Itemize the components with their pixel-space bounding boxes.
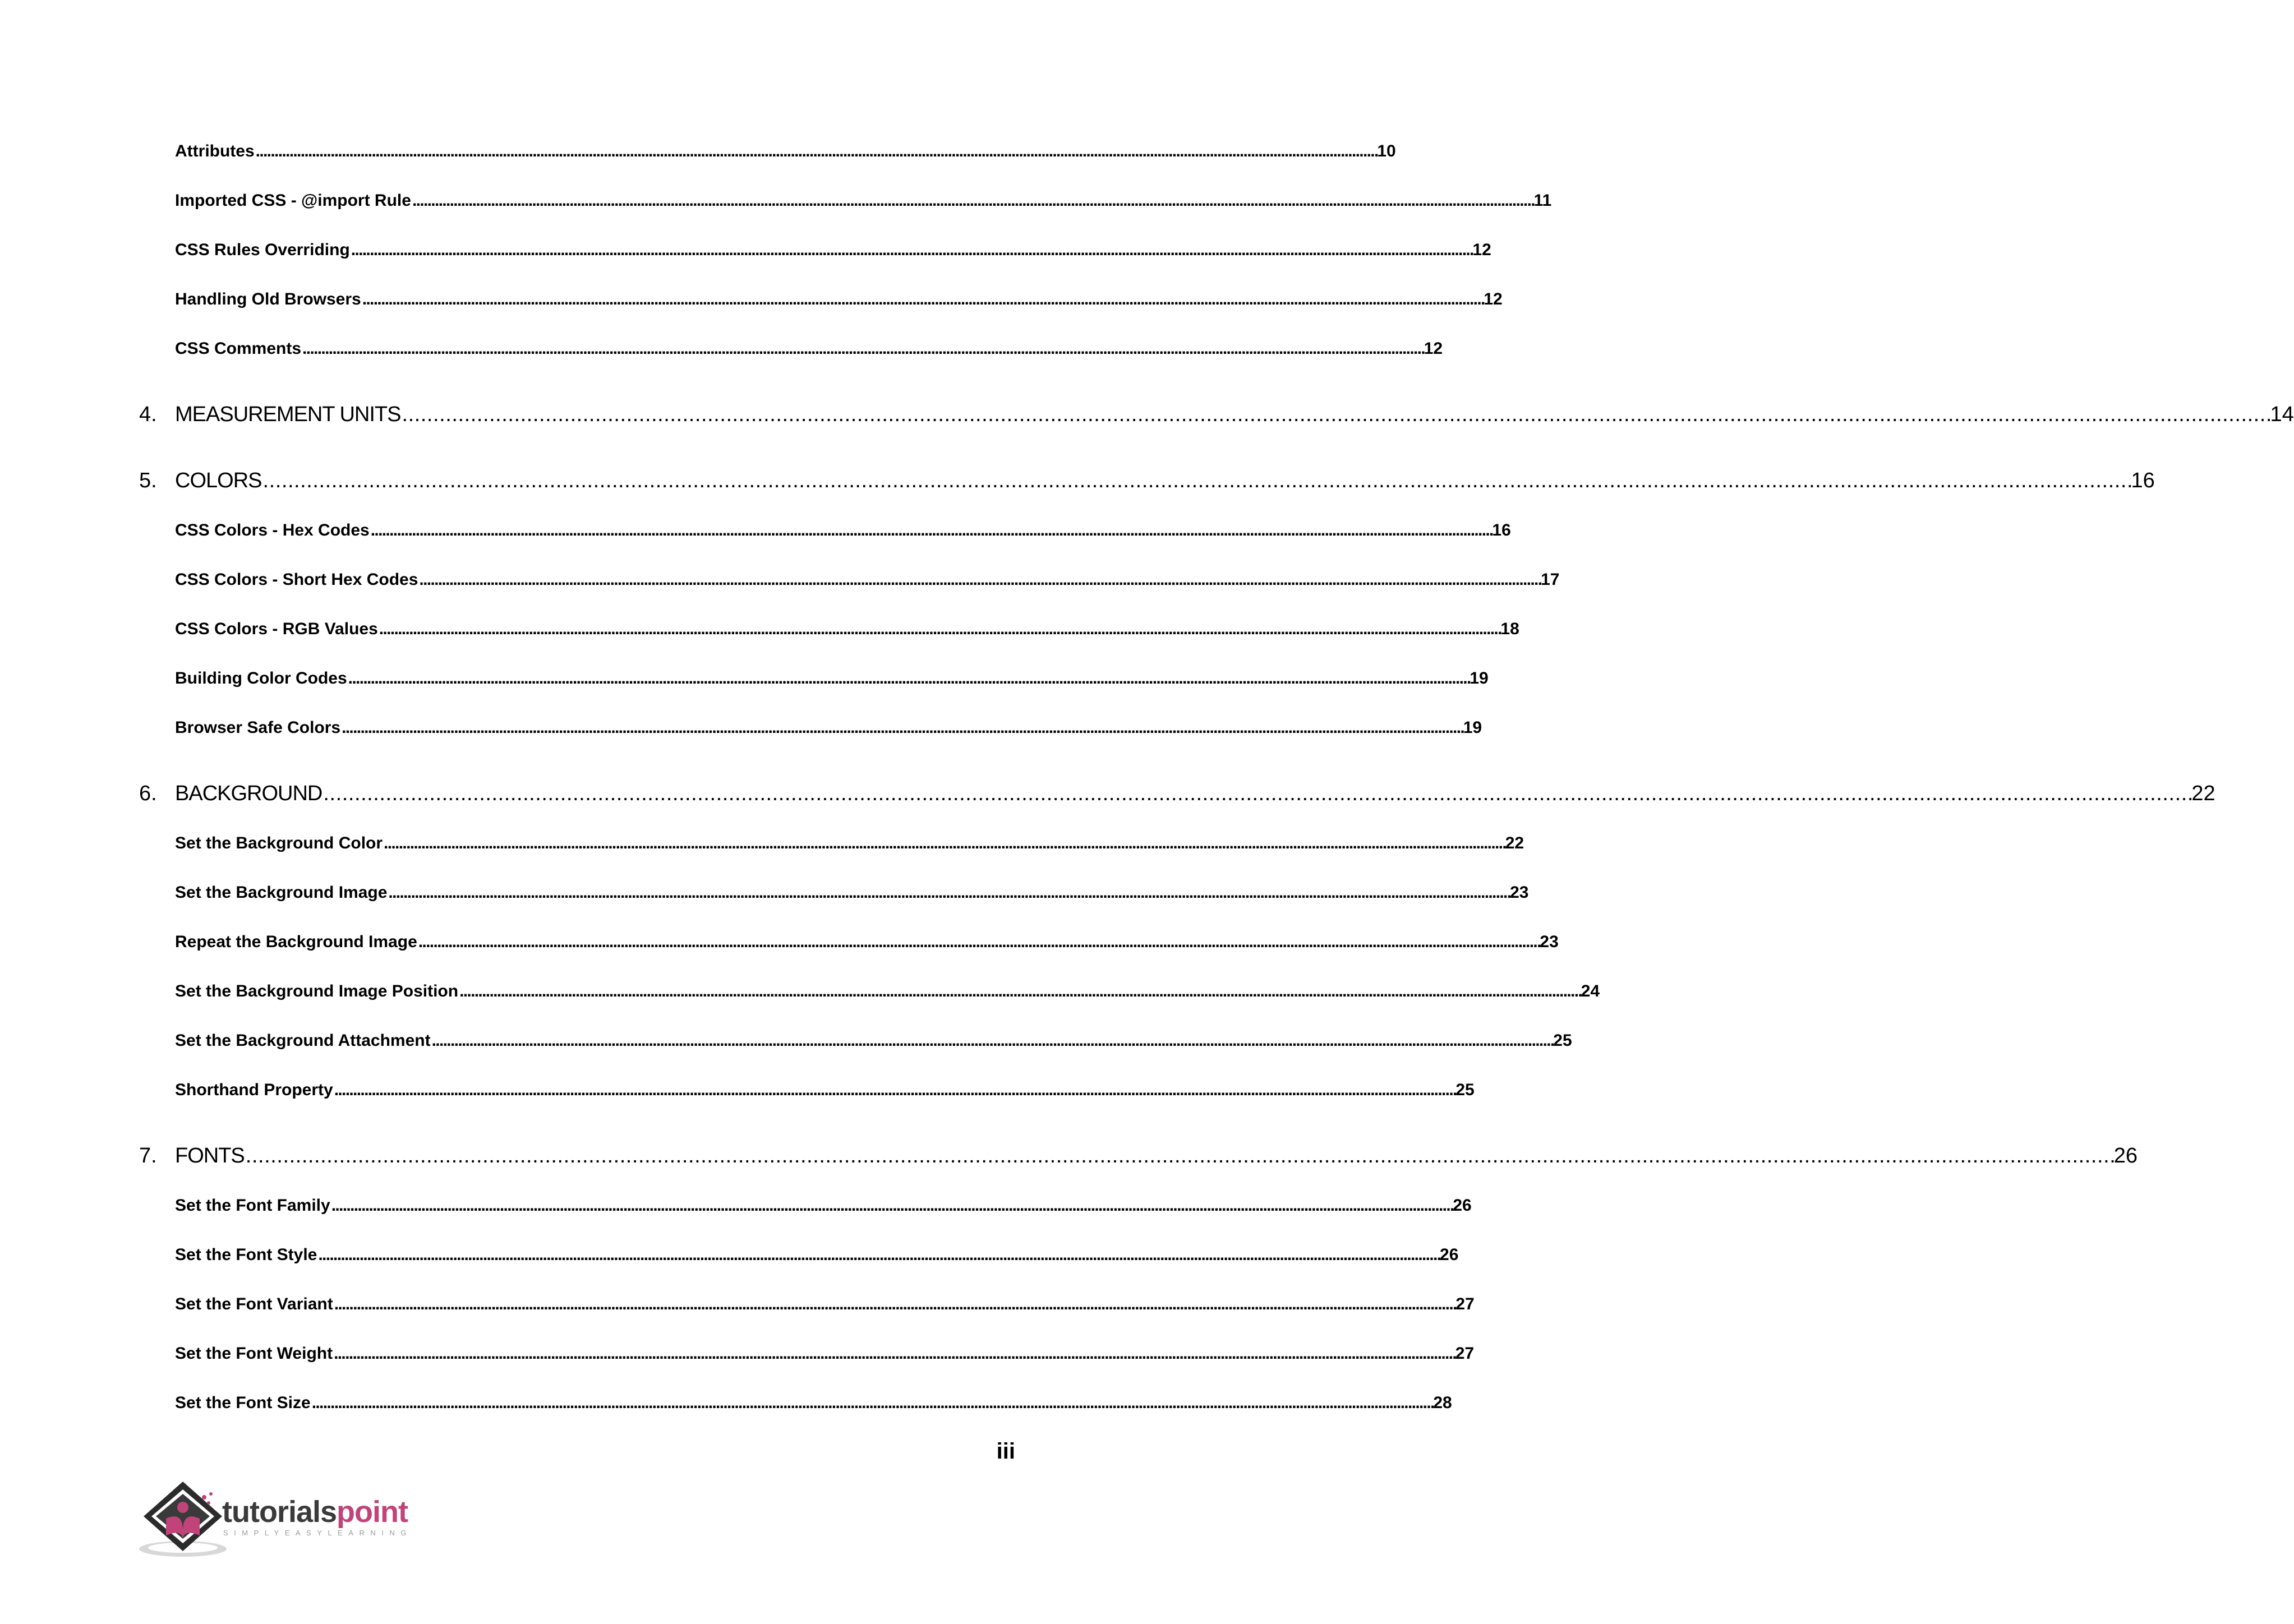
toc-entry-title: Repeat the Background Image: [175, 933, 417, 951]
toc-chapter-entry[interactable]: [139, 760, 2215, 827]
toc-entry-title: Set the Background Image Position: [175, 982, 459, 1000]
toc-section-entry[interactable]: [175, 827, 1524, 876]
toc-entry-page: 25: [1553, 1031, 1572, 1050]
toc-entry-page: 26: [2113, 1144, 2138, 1168]
toc-section-entry[interactable]: [175, 184, 1552, 233]
toc-section-entry[interactable]: [175, 563, 1560, 612]
toc-chapter-entry[interactable]: [139, 381, 2294, 447]
toc-section-entry[interactable]: [175, 975, 1600, 1024]
toc-entry-page: 14: [2270, 403, 2294, 426]
toc-chapter-entry[interactable]: [139, 447, 2155, 514]
toc-entry-page: 12: [1424, 339, 1443, 358]
toc-entry-page: 18: [1500, 620, 1519, 638]
toc-entry-title: Set the Background Color: [175, 834, 383, 852]
toc-entry-page: 10: [1377, 142, 1396, 160]
toc-dot-leader: [342, 711, 1462, 745]
toc-chapter-entry[interactable]: [139, 1123, 2138, 1189]
toc-section-entry[interactable]: [175, 1288, 1475, 1337]
toc-dot-leader: [302, 332, 1423, 366]
toc-section-entry[interactable]: [175, 876, 1529, 925]
toc-entry-title: Building Color Codes: [175, 669, 347, 688]
toc-dot-leader: [402, 381, 2269, 447]
toc-section-entry[interactable]: [175, 1337, 1475, 1386]
tutorialspoint-logo-graphic: [138, 1477, 430, 1561]
toc-entry-page: 22: [2191, 782, 2215, 805]
toc-entry-page: 26: [1453, 1196, 1472, 1215]
toc-section-entry[interactable]: [175, 514, 1511, 563]
toc-section-entry[interactable]: [175, 1024, 1572, 1073]
toc-dot-leader: [312, 1386, 1432, 1420]
toc-dot-leader: [334, 1337, 1454, 1371]
toc-chapter-number: 7.: [139, 1144, 157, 1168]
toc-dot-leader: [318, 1238, 1439, 1272]
toc-entry-title: CSS Colors - Hex Codes: [175, 521, 370, 539]
toc-section-entry[interactable]: [175, 283, 1503, 332]
toc-entry-page: 28: [1433, 1394, 1452, 1412]
toc-dot-leader: [323, 760, 2190, 827]
toc-entry-title: CSS Colors - RGB Values: [175, 620, 378, 638]
toc-entry-title: CSS Comments: [175, 339, 302, 358]
toc-entry-title: MEASUREMENT UNITS: [175, 403, 401, 426]
toc-section-entry[interactable]: [175, 662, 1489, 711]
toc-section-entry[interactable]: [175, 233, 1491, 283]
toc-dot-leader: [348, 662, 1469, 695]
toc-entry-title: Set the Font Style: [175, 1245, 317, 1264]
toc-entry-page: 16: [1492, 521, 1511, 539]
toc-entry-title: Shorthand Property: [175, 1081, 333, 1099]
toc-dot-leader: [388, 876, 1509, 910]
toc-entry-page: 25: [1455, 1081, 1475, 1099]
toc-dot-leader: [362, 283, 1483, 316]
toc-dot-leader: [246, 1123, 2113, 1189]
toc-dot-leader: [256, 135, 1376, 168]
toc-section-entry[interactable]: [175, 711, 1482, 760]
toc-entry-page: 23: [1540, 933, 1559, 951]
toc-entry-page: 23: [1510, 883, 1529, 902]
toc-entry-title: Set the Background Attachment: [175, 1031, 431, 1050]
toc-entry-page: 19: [1463, 718, 1482, 737]
toc-entry-title: CSS Rules Overriding: [175, 241, 350, 259]
toc-dot-leader: [334, 1288, 1455, 1321]
toc-section-entry[interactable]: [175, 925, 1559, 975]
toc-section-entry[interactable]: [175, 1386, 1452, 1436]
toc-entry-page: 12: [1484, 290, 1503, 308]
toc-entry-page: 16: [2131, 469, 2155, 492]
toc-entry-page: 24: [1581, 982, 1600, 1000]
toc-entry-page: 26: [1440, 1245, 1459, 1264]
toc-entry-page: 27: [1455, 1344, 1475, 1363]
toc-dot-leader: [331, 1189, 1452, 1222]
toc-entry-title: Set the Font Variant: [175, 1295, 333, 1313]
toc-entry-page: 19: [1470, 669, 1489, 688]
toc-entry-title: BACKGROUND: [175, 782, 323, 805]
toc-dot-leader: [334, 1073, 1455, 1107]
toc-entry-page: 27: [1455, 1295, 1475, 1313]
toc-dot-leader: [412, 184, 1533, 218]
toc-section-entry[interactable]: [175, 135, 1396, 184]
toc-dot-leader: [379, 612, 1500, 646]
toc-section-entry[interactable]: [175, 332, 1443, 381]
tutorialspoint-logo: [138, 1477, 430, 1561]
toc-entry-title: COLORS: [175, 469, 262, 492]
toc-entry-title: Set the Font Size: [175, 1394, 311, 1412]
toc-entry-title: FONTS: [175, 1144, 245, 1168]
logo-tagline: SIMPLYEASYLEARNING: [223, 1529, 412, 1537]
toc-entry-title: Set the Background Image: [175, 883, 388, 902]
toc-dot-leader: [351, 233, 1472, 267]
toc-chapter-number: 6.: [139, 782, 157, 805]
toc-dot-leader: [419, 563, 1540, 597]
toc-entry-page: 22: [1505, 834, 1524, 852]
toc-entry-page: 12: [1472, 241, 1491, 259]
toc-entry-title: Browser Safe Colors: [175, 718, 341, 737]
toc-entry-page: 17: [1541, 570, 1560, 589]
svg-text:tutorialspoint: [222, 1495, 408, 1529]
toc-entry-title: Attributes: [175, 142, 255, 160]
toc-dot-leader: [432, 1024, 1553, 1058]
page-number: iii: [996, 1439, 1015, 1464]
toc-entry-page: 11: [1533, 191, 1552, 210]
logo-word-tutorials: tutorials: [222, 1495, 337, 1529]
toc-entry-title: Set the Font Weight: [175, 1344, 333, 1363]
toc-dot-leader: [384, 827, 1504, 860]
toc-chapter-number: 4.: [139, 403, 157, 426]
toc-section-entry[interactable]: [175, 1238, 1459, 1288]
toc-dot-leader: [262, 447, 2130, 514]
toc-entry-title: Imported CSS - @import Rule: [175, 191, 411, 210]
toc-section-entry[interactable]: [175, 612, 1519, 662]
logo-word-point: point: [337, 1495, 408, 1529]
toc-entry-title: CSS Colors - Short Hex Codes: [175, 570, 418, 589]
toc-entry-title: Handling Old Browsers: [175, 290, 361, 308]
toc-dot-leader: [418, 925, 1539, 959]
table-of-contents: [139, 135, 2294, 1436]
toc-dot-leader: [371, 514, 1491, 547]
toc-section-entry[interactable]: [175, 1073, 1475, 1123]
toc-entry-title: Set the Font Family: [175, 1196, 330, 1215]
toc-section-entry[interactable]: [175, 1189, 1472, 1238]
toc-dot-leader: [459, 975, 1580, 1008]
toc-chapter-number: 5.: [139, 469, 157, 492]
